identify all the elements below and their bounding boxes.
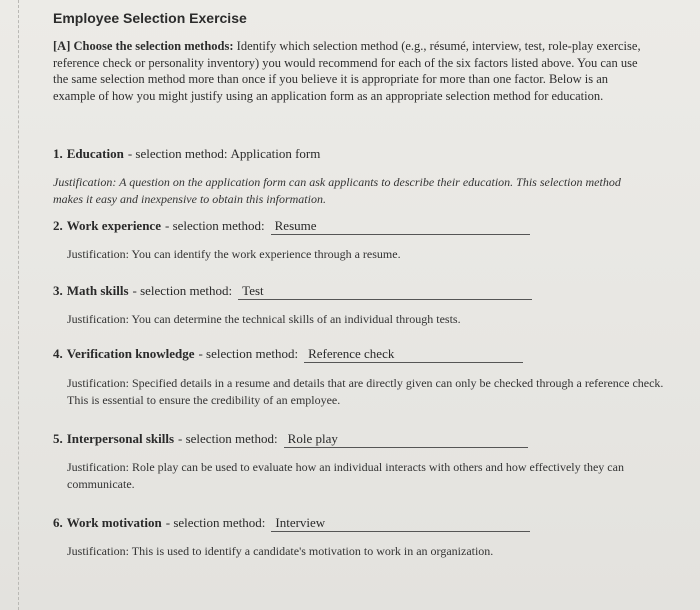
item-number: 6. bbox=[53, 515, 63, 530]
item-method-value: Test bbox=[238, 283, 532, 300]
item-work-motivation bbox=[53, 515, 530, 532]
instructions-label: [A] Choose the selection methods: bbox=[53, 39, 234, 53]
item-factor: Interpersonal skills bbox=[66, 431, 175, 446]
item-factor: Education bbox=[66, 146, 124, 161]
margin-guide bbox=[18, 0, 19, 610]
item-method-label: - selection method: bbox=[198, 346, 299, 361]
item-justification: Justification: This is used to identify a candidate's motivation to work in an organization. bbox=[67, 544, 494, 558]
item-justification: Justification: Specified details in a resume and details that are directly given can only be checked through a reference check. This is essential to ensure the credibility of an employee. bbox=[67, 376, 664, 407]
item-factor: Verification knowledge bbox=[66, 346, 195, 361]
item-factor: Work experience bbox=[66, 218, 161, 233]
item-number: 1. bbox=[53, 146, 63, 161]
item-number: 2. bbox=[53, 218, 63, 233]
item-method-value: Role play bbox=[284, 431, 528, 448]
item-interpersonal-skills bbox=[53, 431, 528, 448]
item-justification: Justification: You can identify the work experience through a resume. bbox=[67, 247, 401, 261]
item-justification: Justification: You can determine the technical skills of an individual through tests. bbox=[67, 312, 461, 326]
item-work-experience bbox=[53, 218, 530, 235]
item-method-value: Resume bbox=[271, 218, 530, 235]
item-justification: Justification: Role play can be used to evaluate how an individual interacts with others and how effectively they can communicate. bbox=[67, 460, 624, 491]
item-number: 3. bbox=[53, 283, 63, 298]
item-math-skills bbox=[53, 283, 532, 300]
instructions-paragraph bbox=[53, 38, 653, 104]
item-method-label: - selection method: bbox=[132, 283, 233, 298]
item-number: 4. bbox=[53, 346, 63, 361]
item-factor: Work motivation bbox=[66, 515, 162, 530]
item-factor: Math skills bbox=[66, 283, 129, 298]
item-method-label: - selection method: bbox=[165, 515, 266, 530]
item-method-label: - selection method: bbox=[127, 146, 228, 161]
page-title: Employee Selection Exercise bbox=[53, 10, 247, 26]
item-number: 5. bbox=[53, 431, 63, 446]
item-method-value: Application form bbox=[230, 146, 321, 161]
item-justification: Justification: A question on the application form can ask applicants to describe their education. This selection method makes it easy and inexpensive to obtain this information. bbox=[53, 175, 621, 206]
item-method-label: - selection method: bbox=[164, 218, 265, 233]
item-verification-knowledge bbox=[53, 346, 523, 363]
item-method-label: - selection method: bbox=[178, 431, 278, 446]
instructions-text: Identify which selection method (e.g., résumé, interview, test, role-play exercise, reference check or personality inventory) you would recommend for each of the six factors listed above. You can use the same selection method more than once if you believe it is appropriate for more than one factor. Below is an example of how you might justify using an application form as an appropriate selection method for education. bbox=[53, 39, 641, 103]
item-method-value: Reference check bbox=[304, 346, 523, 363]
item-education bbox=[53, 146, 320, 162]
item-method-value: Interview bbox=[271, 515, 530, 532]
